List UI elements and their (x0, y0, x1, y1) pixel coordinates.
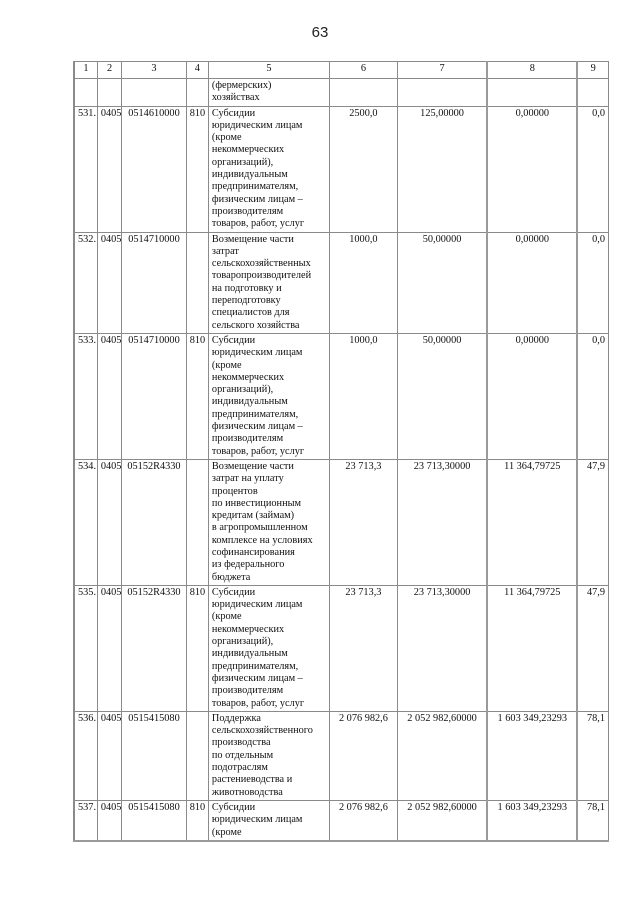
executed-amount-cell: 11 364,79725 (487, 459, 577, 585)
section-code-cell: 0405 (97, 800, 121, 840)
plan-amount-cell: 23 713,3 (330, 459, 398, 585)
row-number-cell (74, 79, 97, 107)
header-cell: 3 (122, 62, 186, 79)
name-cell: Поддержка сельскохозяйственного производства по отдельным подотраслям растениеводства и животноводства (208, 711, 329, 800)
expense-type-cell: 810 (186, 585, 208, 711)
section-code-cell (97, 79, 121, 107)
plan-amount-cell: 2 076 982,6 (330, 711, 398, 800)
plan-amount-cell: 1000,0 (330, 232, 398, 333)
header-cell: 1 (74, 62, 97, 79)
percent-cell: 0,0 (577, 333, 608, 459)
row-number-cell: 535. (74, 585, 97, 711)
executed-amount-cell (487, 79, 577, 107)
page-number: 63 (311, 24, 329, 41)
executed-amount-cell: 11 364,79725 (487, 585, 577, 711)
executed-amount-cell: 1 603 349,23293 (487, 711, 577, 800)
plan-amount-cell: 2500,0 (330, 106, 398, 232)
updated-plan-cell: 50,00000 (397, 333, 487, 459)
percent-cell: 78,1 (577, 711, 608, 800)
header-cell: 5 (208, 62, 329, 79)
section-code-cell: 0405 (97, 711, 121, 800)
name-cell: Возмещение части затрат на уплату процентов по инвестиционным кредитам (займам) в агропромышленном комплексе на условиях софинансирования из федерального бюджета (208, 459, 329, 585)
table-row (74, 106, 609, 232)
percent-cell: 0,0 (577, 106, 608, 232)
percent-cell (577, 79, 608, 107)
percent-cell: 78,1 (577, 800, 608, 840)
table-row (74, 79, 609, 107)
updated-plan-cell (397, 79, 487, 107)
executed-amount-cell: 0,00000 (487, 232, 577, 333)
name-cell: Возмещение части затрат сельскохозяйственных товаропроизводителей на подготовку и переподготовку специалистов для сельского хозяйства (208, 232, 329, 333)
name-cell: (фермерских) хозяйствах (208, 79, 329, 107)
updated-plan-cell: 2 052 982,60000 (397, 711, 487, 800)
updated-plan-cell: 23 713,30000 (397, 585, 487, 711)
table-row (74, 232, 609, 333)
percent-cell: 47,9 (577, 459, 608, 585)
table-row (74, 711, 609, 800)
percent-cell: 47,9 (577, 585, 608, 711)
header-cell: 2 (97, 62, 121, 79)
expense-type-cell (186, 459, 208, 585)
expense-type-cell: 810 (186, 106, 208, 232)
header-cell: 8 (487, 62, 577, 79)
expense-type-cell (186, 79, 208, 107)
plan-amount-cell: 1000,0 (330, 333, 398, 459)
table-row (74, 459, 609, 585)
expense-type-cell (186, 232, 208, 333)
executed-amount-cell: 1 603 349,23293 (487, 800, 577, 840)
section-code-cell: 0405 (97, 106, 121, 232)
target-article-cell: 05152R4330 (122, 585, 186, 711)
row-number-cell: 531. (74, 106, 97, 232)
header-cell: 4 (186, 62, 208, 79)
expense-type-cell (186, 711, 208, 800)
expense-type-cell: 810 (186, 333, 208, 459)
updated-plan-cell: 23 713,30000 (397, 459, 487, 585)
executed-amount-cell: 0,00000 (487, 333, 577, 459)
header-cell: 6 (330, 62, 398, 79)
name-cell: Субсидии юридическим лицам (кроме некоммерческих организаций), индивидуальным предпринимателям, физическим лицам – производителям товаров, работ, услуг (208, 106, 329, 232)
plan-amount-cell (330, 79, 398, 107)
updated-plan-cell: 2 052 982,60000 (397, 800, 487, 840)
target-article-cell: 0515415080 (122, 711, 186, 800)
updated-plan-cell: 50,00000 (397, 232, 487, 333)
name-cell: Субсидии юридическим лицам (кроме некоммерческих организаций), индивидуальным предпринимателям, физическим лицам – производителям товаров, работ, услуг (208, 333, 329, 459)
updated-plan-cell: 125,00000 (397, 106, 487, 232)
plan-amount-cell: 2 076 982,6 (330, 800, 398, 840)
row-number-cell: 537. (74, 800, 97, 840)
row-number-cell: 533. (74, 333, 97, 459)
header-cell: 7 (397, 62, 487, 79)
header-cell: 9 (577, 62, 608, 79)
target-article-cell: 0514710000 (122, 232, 186, 333)
target-article-cell: 05152R4330 (122, 459, 186, 585)
table-row (74, 333, 609, 459)
row-number-cell: 534. (74, 459, 97, 585)
section-code-cell: 0405 (97, 232, 121, 333)
executed-amount-cell: 0,00000 (487, 106, 577, 232)
target-article-cell: 0515415080 (122, 800, 186, 840)
table-row (74, 800, 609, 840)
plan-amount-cell: 23 713,3 (330, 585, 398, 711)
target-article-cell: 0514710000 (122, 333, 186, 459)
section-code-cell: 0405 (97, 585, 121, 711)
target-article-cell (122, 79, 186, 107)
header-row (74, 62, 609, 79)
section-code-cell: 0405 (97, 459, 121, 585)
percent-cell: 0,0 (577, 232, 608, 333)
name-cell: Субсидии юридическим лицам (кроме некоммерческих организаций), индивидуальным предпринимателям, физическим лицам – производителям товаров, работ, услуг (208, 585, 329, 711)
row-number-cell: 536. (74, 711, 97, 800)
row-number-cell: 532. (74, 232, 97, 333)
expense-type-cell: 810 (186, 800, 208, 840)
budget-table (73, 61, 609, 842)
target-article-cell: 0514610000 (122, 106, 186, 232)
name-cell: Субсидии юридическим лицам (кроме (208, 800, 329, 840)
table-row (74, 585, 609, 711)
section-code-cell: 0405 (97, 333, 121, 459)
